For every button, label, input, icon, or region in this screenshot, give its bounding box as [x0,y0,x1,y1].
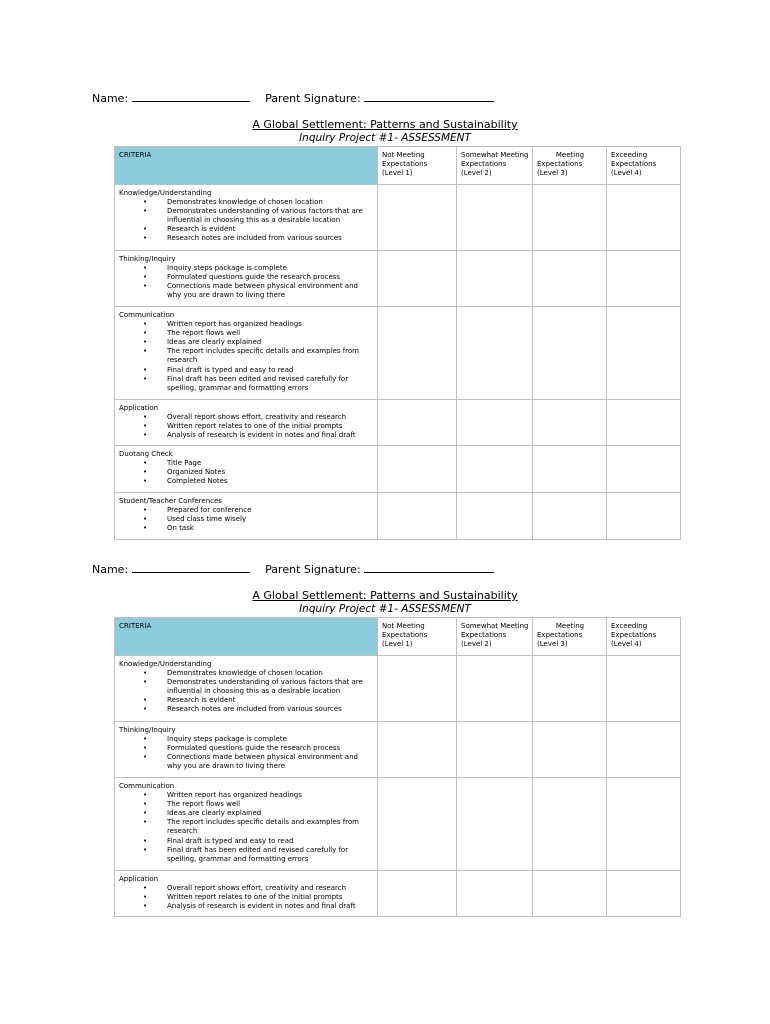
criteria-cell [115,400,378,446]
score-cell-level4[interactable] [607,185,681,251]
level1-header [378,147,457,185]
criteria-title: Thinking/Inquiry [119,255,176,263]
level3-header [533,147,607,185]
level3-header-line1: Meeting [555,151,585,159]
score-cell-level3[interactable] [533,722,607,778]
score-cell-level3[interactable] [533,400,607,446]
criteria-cell [115,446,378,493]
criteria-item: • The report flows well [119,329,373,338]
criteria-item: • Demonstrates understanding of various factors that are influential in choosing this as a desirable location [119,207,373,225]
level3-header-line2: Expectations [537,631,583,640]
level2-header-line3: (Level 2) [461,640,492,649]
score-cell-level3[interactable] [533,446,607,493]
page-subtitle: Inquiry Project #1- ASSESSMENT [299,132,471,144]
level3-header-line3: (Level 3) [537,169,568,178]
criteria-cell [115,185,378,251]
criteria-item: • On task [119,524,373,533]
level1-header-line1: Not Meeting [382,622,425,630]
level2-header-line2: Expectations [461,631,507,640]
criteria-item: • Ideas are clearly explained [119,338,373,347]
criteria-item: • Research notes are included from various sources [119,705,373,714]
score-cell-level3[interactable] [533,493,607,540]
criteria-item: • The report flows well [119,800,373,809]
criteria-item: • Demonstrates knowledge of chosen location [119,669,373,678]
criteria-cell [115,871,378,917]
criteria-item: • Connections made between physical environment and why you are drawn to living there [119,282,373,300]
criteria-item: • Formulated questions guide the research process [119,273,373,282]
score-cell-level4[interactable] [607,446,681,493]
score-cell-level2[interactable] [457,251,533,307]
criteria-item: • Ideas are clearly explained [119,809,373,818]
criteria-title: Knowledge/Understanding [119,660,212,668]
score-cell-level2[interactable] [457,871,533,917]
criteria-row-communication [115,307,681,400]
criteria-item: • Written report has organized headings [119,791,373,800]
criteria-row-knowledge [115,656,681,722]
level2-header [457,147,533,185]
signature-label: Parent Signature: [265,563,361,576]
level2-header-line1: Somewhat Meeting [461,622,529,630]
score-cell-level1[interactable] [378,871,457,917]
level3-header-line2: Expectations [537,160,583,169]
criteria-row-knowledge [115,185,681,251]
criteria-cell [115,251,378,307]
criteria-cell [115,307,378,400]
criteria-item: • Overall report shows effort, creativity and research [119,884,373,893]
criteria-cell [115,722,378,778]
criteria-item: • Completed Notes [119,477,373,486]
score-cell-level1[interactable] [378,778,457,871]
criteria-item: • Final draft is typed and easy to read [119,837,373,846]
level4-header [607,147,681,185]
name-blank[interactable] [132,562,250,573]
score-cell-level2[interactable] [457,446,533,493]
criteria-item: • Final draft is typed and easy to read [119,366,373,375]
criteria-row-communication [115,778,681,871]
criteria-title: Knowledge/Understanding [119,189,212,197]
criteria-item: • Written report relates to one of the initial prompts [119,422,373,431]
score-cell-level1[interactable] [378,656,457,722]
rubric-table [114,146,681,540]
score-cell-level1[interactable] [378,400,457,446]
criteria-item: • Organized Notes [119,468,373,477]
score-cell-level3[interactable] [533,251,607,307]
level1-header-line3: (Level 1) [382,169,413,178]
criteria-title: Communication [119,311,175,319]
level4-header-line2: Expectations [611,631,657,640]
level1-header-line2: Expectations [382,160,428,169]
name-label: Name: [92,563,129,576]
score-cell-level4[interactable] [607,307,681,400]
score-cell-level2[interactable] [457,493,533,540]
level1-header-line1: Not Meeting [382,151,425,159]
criteria-row-application [115,871,681,917]
rubric-header-row [115,618,681,656]
score-cell-level4[interactable] [607,493,681,540]
criteria-item: • Inquiry steps package is complete [119,264,373,273]
score-cell-level4[interactable] [607,778,681,871]
criteria-item: • Overall report shows effort, creativity and research [119,413,373,422]
criteria-item: • Demonstrates understanding of various factors that are influential in choosing this as a desirable location [119,678,373,696]
level1-header-line2: Expectations [382,631,428,640]
level4-header-line3: (Level 4) [611,640,642,649]
level1-header [378,618,457,656]
score-cell-level3[interactable] [533,656,607,722]
criteria-title: Application [119,404,159,412]
criteria-row-application [115,400,681,446]
criteria-item: • The report includes specific details and examples from research [119,818,373,836]
score-cell-level3[interactable] [533,778,607,871]
score-cell-level3[interactable] [533,871,607,917]
level1-header-line3: (Level 1) [382,640,413,649]
level3-header [533,618,607,656]
score-cell-level2[interactable] [457,778,533,871]
criteria-row-thinking [115,251,681,307]
criteria-item: • Written report has organized headings [119,320,373,329]
level3-header-line1: Meeting [555,622,585,630]
criteria-item: • Final draft has been edited and revised carefully for spelling, grammar and formatting errors [119,375,373,393]
rubric-header-row [115,147,681,185]
level4-header-line2: Expectations [611,160,657,169]
level2-header-line1: Somewhat Meeting [461,151,529,159]
signature-blank[interactable] [364,91,494,102]
score-cell-level3[interactable] [533,185,607,251]
page-title: A Global Settlement: Patterns and Sustainability [252,589,518,602]
score-cell-level2[interactable] [457,722,533,778]
criteria-item: • Used class time wisely [119,515,373,524]
level4-header [607,618,681,656]
level4-header-line1: Exceeding [611,151,648,159]
level3-header-line3: (Level 3) [537,640,568,649]
criteria-item: • Written report relates to one of the initial prompts [119,893,373,902]
criteria-row-conferences [115,493,681,540]
criteria-title: Duotang Check [119,450,173,458]
score-cell-level4[interactable] [607,871,681,917]
score-cell-level2[interactable] [457,185,533,251]
score-cell-level2[interactable] [457,307,533,400]
criteria-item: • Title Page [119,459,373,468]
criteria-item: • Analysis of research is evident in notes and final draft [119,902,373,911]
criteria-item: • Demonstrates knowledge of chosen location [119,198,373,207]
score-cell-level1[interactable] [378,722,457,778]
score-cell-level2[interactable] [457,656,533,722]
name-label: Name: [92,92,129,105]
score-cell-level4[interactable] [607,656,681,722]
score-cell-level1[interactable] [378,185,457,251]
criteria-header: CRITERIA [115,147,378,185]
criteria-cell [115,778,378,871]
level4-header-line1: Exceeding [611,622,648,630]
criteria-item: • Prepared for conference [119,506,373,515]
criteria-item: • Final draft has been edited and revised carefully for spelling, grammar and formatting errors [119,846,373,864]
signature-label: Parent Signature: [265,92,361,105]
header-line [92,91,506,105]
header-line [92,562,506,576]
criteria-item: • Analysis of research is evident in notes and final draft [119,431,373,440]
score-cell-level1[interactable] [378,307,457,400]
criteria-header: CRITERIA [115,618,378,656]
criteria-item: • Inquiry steps package is complete [119,735,373,744]
criteria-title: Thinking/Inquiry [119,726,176,734]
criteria-item: • Connections made between physical environment and why you are drawn to living there [119,753,373,771]
page-title: A Global Settlement: Patterns and Sustainability [252,118,518,131]
level2-header [457,618,533,656]
criteria-item: • Research notes are included from various sources [119,234,373,243]
score-cell-level4[interactable] [607,251,681,307]
score-cell-level4[interactable] [607,400,681,446]
score-cell-level1[interactable] [378,251,457,307]
level2-header-line3: (Level 2) [461,169,492,178]
criteria-item: • The report includes specific details and examples from research [119,347,373,365]
rubric-table [114,617,681,917]
page-subtitle: Inquiry Project #1- ASSESSMENT [299,603,471,615]
criteria-item: • Research is evident [119,225,373,234]
criteria-row-duotang [115,446,681,493]
score-cell-level3[interactable] [533,307,607,400]
score-cell-level1[interactable] [378,446,457,493]
criteria-title: Student/Teacher Conferences [119,497,222,505]
criteria-cell [115,493,378,540]
level2-header-line2: Expectations [461,160,507,169]
score-cell-level2[interactable] [457,400,533,446]
criteria-item: • Formulated questions guide the research process [119,744,373,753]
criteria-item: • Research is evident [119,696,373,705]
level4-header-line3: (Level 4) [611,169,642,178]
score-cell-level1[interactable] [378,493,457,540]
signature-blank[interactable] [364,562,494,573]
criteria-title: Application [119,875,159,883]
name-blank[interactable] [132,91,250,102]
score-cell-level4[interactable] [607,722,681,778]
criteria-row-thinking [115,722,681,778]
criteria-cell [115,656,378,722]
criteria-title: Communication [119,782,175,790]
